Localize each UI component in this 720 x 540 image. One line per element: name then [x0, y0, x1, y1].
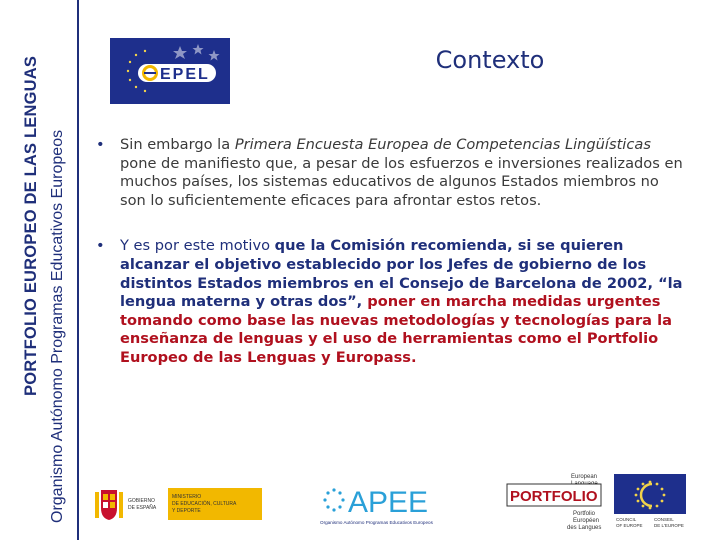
page-title: Contexto	[435, 46, 545, 74]
bullet-1-text-pre: Sin embargo la	[120, 136, 235, 153]
epel-logo	[110, 38, 230, 104]
svg-text:Organismo Autónomo Programas E: Organismo Autónomo Programas Educativos Europeos	[320, 520, 433, 525]
svg-text:OF EUROPE: OF EUROPE	[616, 523, 643, 528]
svg-text:EPEL: EPEL	[160, 66, 210, 83]
apee-logo	[318, 482, 444, 528]
gobierno-espana-logo	[92, 486, 262, 522]
svg-text:APEE: APEE	[348, 486, 429, 519]
svg-text:PORTFOLIO: PORTFOLIO	[510, 488, 598, 505]
bullet-list	[96, 136, 684, 368]
svg-text:Y DEPORTE: Y DEPORTE	[172, 508, 201, 514]
footer-logos	[0, 470, 720, 540]
bullet-1-survey-title: Primera Encuesta Europea de Competencias Lingüísticas	[234, 136, 651, 153]
bullet-item-2	[96, 237, 684, 367]
bullet-item-1	[96, 136, 684, 210]
vertical-subtitle: Organismo Autónomo Programas Educativos Europeos	[49, 129, 66, 523]
bullet-2-text-pre: Y es por este motivo	[120, 237, 275, 255]
sidebar-divider	[77, 0, 79, 540]
council-of-europe-logo	[612, 474, 688, 530]
svg-text:des Langues: des Langues	[567, 525, 602, 531]
bullet-marker: •	[96, 237, 105, 255]
bullet-1-text-post: pone de manifiesto que, a pesar de los esfuerzos e inversiones realizados en muchos países, los sistemas educativos de algunos Estados miembros no son lo suficientemente eficaces para afrontar estos retos.	[120, 154, 683, 209]
portfolio-logo	[505, 470, 605, 532]
svg-text:CONSEIL: CONSEIL	[654, 517, 674, 522]
bullet-2-recommendation: que la Comisión recomienda, si se quieren alcanzar el objetivo establecido por los Jefes de gobierno de los distintos Estados miembros en el Consejo de Barcelona de 2002, “la lengua materna y otras dos”,	[120, 237, 683, 311]
svg-text:COUNCIL: COUNCIL	[616, 517, 637, 522]
bullet-marker: •	[96, 136, 105, 153]
svg-text:European: European	[571, 474, 598, 480]
vertical-title: PORTFOLIO EUROPEO DE LAS LENGUAS	[22, 55, 40, 396]
svg-text:DE L'EUROPE: DE L'EUROPE	[654, 523, 684, 528]
bullet-2-measures: poner en marcha medidas urgentes tomando como base las nuevas metodologías y tecnologías para la enseñanza de lenguas y el uso de herramientas como el Portfolio Europeo de las Lenguas y Europass.	[120, 293, 672, 366]
svg-text:MINISTERIO: MINISTERIO	[172, 494, 202, 500]
apee-star-ring-icon	[323, 488, 344, 511]
svg-text:DE EDUCACIÓN, CULTURA: DE EDUCACIÓN, CULTURA	[172, 501, 237, 507]
svg-text:Européen: Européen	[573, 518, 600, 524]
svg-text:DE ESPAÑA: DE ESPAÑA	[128, 505, 157, 511]
sidebar-band	[0, 0, 78, 540]
svg-text:GOBIERNO: GOBIERNO	[128, 498, 155, 504]
svg-text:Portfolio: Portfolio	[573, 511, 596, 517]
